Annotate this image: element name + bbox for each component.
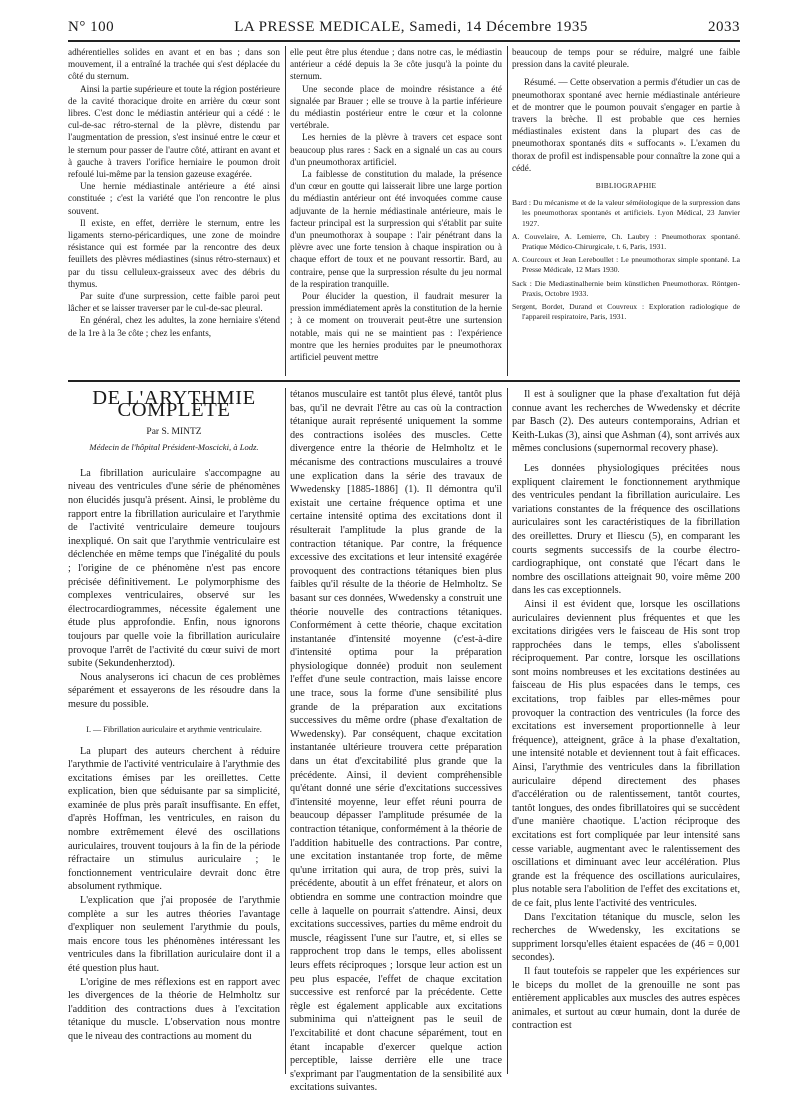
paragraph: Dans l'excitation tétanique du muscle, selon les recherches de Wwedensky, les excitations se suppriment lorsqu'elles étaient espacées de (46 = 0,001 secondes).: [512, 911, 740, 964]
paragraph: L'explication que j'ai proposée de l'arythmie complète a sur les autres théories l'avantage d'expliquer non seulement l'arythmie du pouls, mais encore tous les phénomènes intéressant les ventricules dans la fibrillation auriculaire dont il a été question plus haut.: [68, 895, 280, 974]
issue-number: N° 100: [68, 18, 115, 35]
paragraph: Il est à souligner que la phase d'exaltation fut déjà connue avant les recherches de Wwedensky et décrite par Basch (2). Des auteurs contemporains, Adrian et Keith-Lukas (3), ainsi que Ashman (4), sont arrivés aux mêmes conclusions (supernormal recovery phase).: [512, 389, 740, 455]
article-column-2: [290, 388, 502, 1094]
article-column-3: [512, 388, 740, 1074]
journal-title: LA PRESSE MEDICALE, Samedi, 14 Décembre 1935: [234, 18, 588, 35]
column-divider: [285, 388, 286, 1074]
paragraph: Une hernie médiastinale antérieure a été ainsi constituée ; c'est la variété que l'on rencontre le plus souvent.: [68, 181, 280, 216]
page-header: [68, 14, 740, 42]
paragraph: L'origine de mes réflexions est en rapport avec les divergences de la théorie de Helmholtz sur l'addition des contractions dues à l'excitation tétanique du muscle. L'observation nous montre que le niveau des contractions au moment du: [68, 976, 280, 1042]
paragraph: Les hernies de la plèvre à travers cet espace sont beaucoup plus rares : Sack en a signalé un cas au cours d'un pneumothorax artificiel.: [290, 132, 502, 167]
section-heading: I. — Fibrillation auriculaire et arythmie ventriculaire.: [86, 724, 262, 734]
paragraph: La faiblesse de constitution du malade, la présence d'un cœur en goutte qui laisserait libre une large portion du médiastin antérieur ont été invoquées comme cause adjuvante de la hernie médiastinale antérieure, mais le facteur principal est la surpression qui s'établit par suite d'un pneumothorax à soupape : l'air pénétrant dans la plèvre avec une forte tension à chaque inspiration ou à chaque effort de toux et ne pouvant ressortir. Bard, au contraire, pense que la surpression résulte du jeu normal de la respiration tranquille.: [290, 169, 502, 289]
bibliography-entry: A. Couvelaire, A. Lemierre, Ch. Laubry : Pneumothorax spontané. Pratique Médico-Chirurgicale, t. 6, Paris, 1931.: [512, 231, 740, 252]
resume-paragraph: Résumé. — Cette observation a permis d'étudier un cas de pneumothorax spontané avec hernie médiastinale antérieure et de montrer que le poumon pouvait s'engager en partie à travers la brèche. Il est probable que ces hernies médiastinales existent dans la plupart des cas de pneumothorax spontanés dits « suffocants ». L'examen du thorax de profil est indispensable pour connaître la zone qui a cédé.: [512, 77, 740, 173]
column-divider: [285, 46, 286, 376]
paragraph: Ainsi il est évident que, lorsque les oscillations auriculaires deviennent plus fréquentes et que les excitations dirigées vers le faisceau de His sont trop rapprochées dans le temps, elles s'abolissent réciproquement. Par contre, lorsque les oscillations sont moins nombreuses et les excitations destinées au faisceau de His plus espacées dans le temps, ces excitations, trop faibles par elles-mêmes pour provoquer la contraction des ventricules (la force des excitations est inversement proportionnelle à leur fréquence), atteignent, grâce à la phase d'exaltation, une intensité notable et deviennent tout à fait efficaces. Ainsi, l'arythmie des ventricules dans la fibrillation auriculaire dépend directement des phases d'accélération ou de ralentissement, tantôt courtes, tantôt longues, des ondes fibrillatoires qui se succèdent d'une manière chaotique. L'action réciproque des excitations est fort compliquée par leur intensité sans cesse variable, augmentant avec le ralentissement des oscillations et diminuant avec leur accélération. Plus grande est la fréquence des oscillations auriculaires, plus notable sera l'abolition de l'effet des excitations et, de ce fait, plus lente l'activité des ventricules.: [512, 598, 740, 909]
paragraph: adhérentielles solides en avant et en bas ; dans son mouvement, il a entraîné la trachée qui s'est déplacée du côté du sternum.: [68, 47, 280, 82]
paragraph: Une seconde place de moindre résistance a été signalée par Brauer ; elle se trouve à la partie inférieure du médiastin postérieur entre le cœur et la colonne vertébrale.: [290, 83, 502, 131]
bibliography-entry: Bard : Du mécanisme et de la valeur séméiologique de la surpression dans les pneumothorax spontanés et artificiels. Lyon Médical, 23 Janvier 1927.: [512, 198, 740, 228]
paragraph: Il faut toutefois se rappeler que les expériences sur le biceps du mollet de la grenouille ne sont pas entièrement applicables aux muscles des autres espèces animales, et surtout au cœur humain, dont la durée de contraction est: [512, 965, 740, 1032]
bibliography-heading: BIBLIOGRAPHIE: [595, 181, 657, 191]
paragraph: Par suite d'une surpression, cette faible paroi peut lâcher et se laisser traverser par le cul-de-sac pleural.: [68, 291, 280, 314]
paragraph: Il existe, en effet, derrière le sternum, entre les ligaments sterno-péricardiques, une zone de moindre résistance qui est formée par la rencontre des deux feuillets des plèvres médiastines (sinus rétro-sternaux) et par du tissu celluleux-graisseux avec des débris du thymus.: [68, 217, 280, 289]
paragraph: elle peut être plus étendue ; dans notre cas, le médiastin antérieur a cédé depuis la 3e côte jusqu'à la pointe du sternum.: [290, 47, 502, 82]
article-title: DE L'ARYTHMIE COMPLÈTE: [92, 387, 256, 422]
section-rule: [68, 380, 740, 382]
paragraph: Nous analyserons ici chacun de ces problèmes séparément et essayerons de les résoudre dans la mesure du possible.: [68, 671, 280, 710]
top-column-3: [512, 46, 740, 376]
paragraph: Les données physiologiques précitées nous expliquent clairement le fonctionnement arythmique des ventricules pendant la fibrillation auriculaire. Les variations constantes de la fréquence des oscillations auriculaires sont les caractéristiques de la fibrillation des oreillettes. Drury et Iliescu (5), en comparant les courts segments successifs de la courbe électro-cardiographique, ont constaté que l'écart dans le nombre des oscillations atteignait 90, voire même 200 dans les cas exceptionnels.: [512, 462, 740, 597]
bibliography-entry: Sergent, Bordet, Durand et Couvreux : Exploration radiologique de l'appareil respiratoire, Paris, 1931.: [512, 302, 740, 322]
bibliography-entry: A. Courcoux et Jean Lereboullet : Le pneumothorax simple spontané. La Presse Médicale, 12 Mars 1930.: [512, 255, 740, 275]
paragraph: La plupart des auteurs cherchent à réduire l'arythmie de l'activité ventriculaire à l'arythmie des excitations émises par les oreillettes. Cette explication, bien que séduisante par sa simplicité, examinée de plus près paraît insuffisante. En effet, d'après Hoffman, les ventricules, en raison du nombre extrêmement élevé des oscillations auriculaires, trouvent toujours à la fin de la période réfractaire un stimulus auriculaire ; le fonctionnement ventriculaire devrait donc être absolument rythmique.: [68, 745, 280, 893]
page-folio: 2033: [707, 18, 740, 35]
paragraph: Ainsi la partie supérieure et toute la région postérieure de la cavité thoracique droite en arrière du cœur sont libres. C'est donc le médiastin antérieur qui a cédé : le cul-de-sac rétro-sternal de la plèvre, distendu par l'augmentation de pression, s'est insinué entre le cœur et le sternum pour passer de l'autre côté, attirant en avant et à gauche à travers l'orifice herniaire le poumon droit refoulé lui-même par la tension gazeuse exagérée.: [68, 83, 281, 180]
paragraph: beaucoup de temps pour se réduire, malgré une faible pression dans la cavité pleurale.: [512, 47, 740, 70]
article-byline: Par S. MINTZ: [146, 427, 202, 438]
article-column-1: [68, 388, 280, 1074]
column-divider: [507, 388, 508, 1074]
paragraph: La fibrillation auriculaire s'accompagne au niveau des ventricules d'une série de phénomènes non élucidés jusqu'à présent. Ainsi, le problème du rapport entre la fibrillation auriculaire et l'arythmie de l'activité ventriculaire demeure toujours inexpliqué. On sait que l'arythmie ventriculaire est déclenchée en même temps que l'inégalité du pouls ; l'origine de ce phénomène n'est pas encore précisée définitivement. Le polymorphisme des complexes ventriculaires, observé sur les électrocardiogrammes, nécessite également une étude plus approfondie. Enfin, nous ignorons toujours par quelle voie la fibrillation auriculaire provoque l'arrêt de l'activité du cœur suivi de mort subite (Sekundenherztod).: [68, 467, 280, 670]
paragraph: tétanos musculaire est tantôt plus élevé, tantôt plus bas, qu'il ne devrait l'être au cas où la contraction tétanique aurait représenté uniquement la somme des contractions isolées des muscles. Cette divergence entre la théorie de Helmholtz et le mécanisme des contractions musculaires a trouvé une explication dans la série des travaux de Wwedensky [1885-1886] (1). Il démontra qu'il existait une certaine fréquence optima et une certaine intensité optima des excitations dont il résulterait l'amplitude la plus grande de la contraction tétanique. Par contre, la fréquence excessive des excitations et leur intensité exagérée provoquent des contractions tétaniques bien plus faibles qu'il résulte de la théorie de Helmholtz. Se basant sur ces données, Wwedensky a construit une théorie nouvelle des contractions tétaniques. Conformément à cette théorie, chaque excitation instantanée d'intensité moyenne (c'est-à-dire d'intensité optima pour la préparation physiologique donnée) produit non seulement l'effet d'une seule contraction, mais laisse encore une trace, sous la forme d'une sensibilité plus grande de la préparation aux excitations successives du même ordre (phase d'exaltation de Wwedensky). Par conséquent, chaque excitation instantanée ultérieure trouvera cette préparation dans un état d'excitabilité plus grande que la précédente. Ainsi, il devient compréhensible qu'étant donné une série d'excitations successives d'intensité moyenne, leur effet réuni pourra de beaucoup dépasser l'amplitude présumée de la contraction tétanique, conformément à la théorie de l'addition habituelle des contractions. Par contre, une excitation instantanée trop forte, de même qu'une irritation qui aura, de trop près, suivi la précédente, aboutit à un effet frénateur, et alors on obtiendra en somme une contraction moindre que celle à laquelle on pourrait s'attendre. Ainsi, deux excitations successives, parties du même endroit du muscle, réagissent l'une sur l'autre, et, si elles se rapprochent trop dans le temps, elles abolissent leurs effets réciproques ; lorsque leur action est un peu plus espacée, l'effet de chaque excitation successive est renforcé par la précédente. Cette règle est également applicable aux excitations subminima qui n'atteignent pas le seuil de l'excitabilité et dont chacune séparément, tout en étant incapable d'exercer quelque action perceptible, laisse derrière elle une trace s'exprimant par l'augmentation de la sensibilité aux excitations suivantes.: [290, 389, 502, 1094]
top-column-1: [68, 46, 280, 376]
column-divider: [507, 46, 508, 376]
top-column-2: [290, 46, 502, 376]
paragraph: Pour élucider la question, il faudrait mesurer la pression immédiatement après la constitution de la hernie ; à ce moment on trouverait peut-être une surtension notable, mais qui ne se maintient pas : l'expérience montre que les hernies produites par le pneumothorax artificiel peuvent mettre: [290, 291, 502, 363]
paragraph: En général, chez les adultes, la zone herniaire s'étend de la 1re à la 3e côte ; chez les enfants,: [68, 315, 280, 338]
author-affiliation: Médecin de l'hôpital Président-Moscicki, à Lodz.: [89, 441, 259, 452]
bibliography-entry: Sack : Die Mediastinalhernie beim künstlichen Pneumothorax. Röntgen-Praxis, Octobre 1933.: [512, 278, 740, 298]
